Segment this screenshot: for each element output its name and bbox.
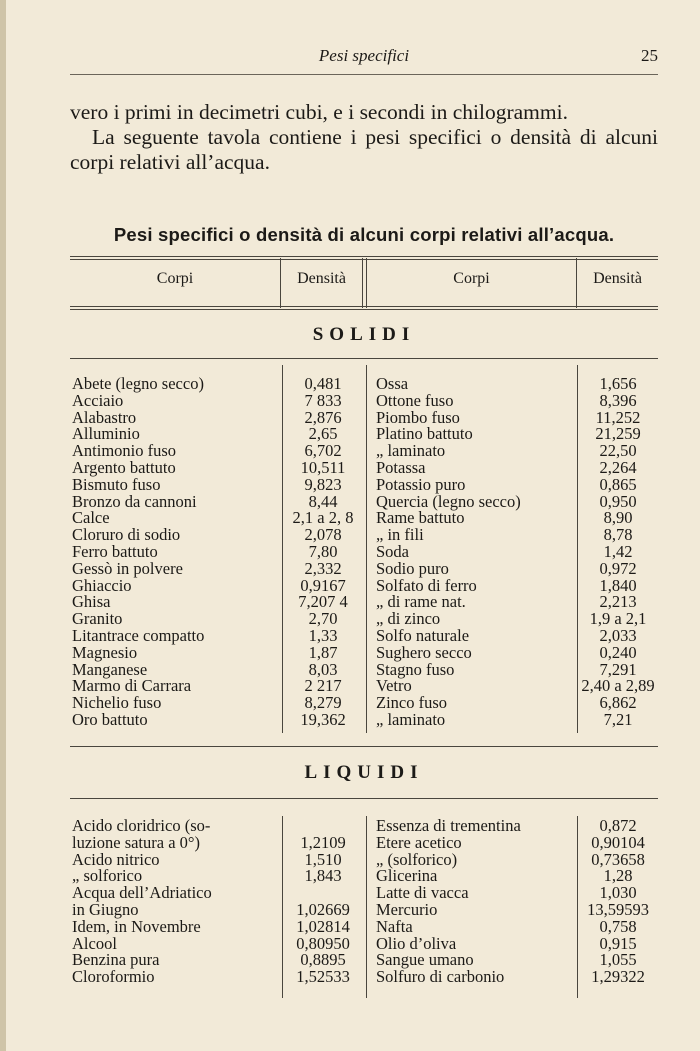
table-cell-density: 19,362 — [300, 710, 346, 729]
table-cell-substance: Mercurio — [376, 900, 438, 919]
table-cell-substance: Solfato di ferro — [376, 575, 477, 595]
table-cell-density: 0,80950 — [296, 933, 350, 953]
table-cell-density: 10,511 — [300, 458, 346, 477]
table-cell-substance: Ferro battuto — [72, 542, 158, 561]
table-cell-density: 0,872 — [599, 816, 637, 835]
table-cell-density: 1,2109 — [300, 832, 346, 852]
table-cell-substance: „ di zinco — [376, 609, 441, 629]
column-header-corpi: Corpi — [453, 270, 490, 287]
table-cell-substance: Acido cloridrico (so- — [72, 816, 211, 835]
table-cell-substance: Alabastro — [72, 407, 137, 427]
section-rule — [70, 746, 658, 747]
table-cell-substance: Platino battuto — [376, 424, 473, 444]
table-cell-density: 21,259 — [595, 424, 641, 444]
table-cell-substance: Alcool — [72, 933, 117, 953]
column-header-corpi: Corpi — [156, 270, 194, 287]
table-cell-substance: „ laminato — [376, 710, 446, 729]
table-cell-substance: Olio d’oliva — [376, 933, 457, 953]
table-cell-substance: Sangue umano — [376, 950, 474, 970]
running-head — [70, 46, 658, 70]
section-rule — [70, 358, 658, 359]
table-cell-density: 1,9 a 2,1 — [589, 609, 647, 629]
table-cell-density: 8,44 — [308, 491, 338, 511]
table-cell-substance: Granito — [72, 609, 123, 629]
table-cell-density: 0,865 — [599, 474, 637, 494]
header-rule — [70, 74, 658, 75]
table-cell-substance: Etere acetico — [376, 832, 462, 852]
table-cell-density: 9,823 — [304, 474, 342, 494]
table-cell-density: 13,59593 — [587, 900, 649, 919]
table-cell-density: 2,1 a 2, 8 — [292, 508, 354, 528]
intro-paragraph-2: La seguente tavola contiene i pesi specifici o densità di alcuni corpi relativi all’acqua. — [70, 125, 658, 174]
table-cell-substance: Argento battuto — [72, 458, 176, 477]
table-cell-substance: Oro battuto — [72, 710, 148, 729]
table-cell-substance: luzione satura a 0°) — [72, 832, 201, 852]
table-cell-substance: Sughero secco — [376, 642, 472, 662]
table-cell-substance: „ (solforico) — [376, 849, 458, 869]
table-cell-substance: Potassio puro — [376, 474, 466, 494]
table-cell-density: 0,90104 — [591, 832, 645, 852]
page-edge — [0, 0, 6, 1051]
table-cell-density: 2,264 — [599, 458, 637, 477]
table-cell-density: 6,702 — [304, 441, 342, 461]
table-cell-substance: „ di rame nat. — [376, 592, 466, 612]
table-cell-substance: Benzina pura — [72, 950, 160, 970]
table-cell-substance: Marmo di Carrara — [72, 676, 192, 696]
table-cell-density: 1,87 — [308, 642, 338, 662]
table-cell-density: 0,73658 — [591, 849, 645, 869]
table-cell-substance: Acqua dell’Adriatico — [72, 883, 212, 903]
table-top-rule — [70, 256, 658, 260]
table-cell-density: 1,28 — [603, 866, 633, 886]
table-cell-substance: Solfo naturale — [376, 626, 470, 645]
table-cell-density: 2 217 — [304, 676, 342, 696]
table-cell-density: 2,332 — [304, 558, 342, 578]
table-cell-density: 0,9167 — [300, 575, 346, 595]
intro-paragraph-1: vero i primi in decimetri cubi, e i secondi in chilogrammi. — [70, 100, 568, 124]
table-cell-substance: Ossa — [376, 374, 409, 393]
table-cell-density: 1,02814 — [296, 916, 350, 936]
table-cell-density: 7,207 4 — [298, 592, 348, 612]
table-cell-substance: Ghiaccio — [72, 575, 132, 595]
table-cell-density: 8,396 — [599, 390, 637, 410]
table-cell-density: 1,656 — [599, 374, 637, 393]
table-cell-density: 1,510 — [304, 849, 342, 869]
table-cell-substance: in Giugno — [72, 900, 139, 919]
table-cell-substance: Sodio puro — [376, 558, 449, 578]
table-cell-density: 1,030 — [599, 883, 637, 903]
table-cell-substance: Abete (legno secco) — [72, 374, 204, 393]
table-cell-density: 2,876 — [304, 407, 342, 427]
table-cell-density: 2,033 — [599, 626, 637, 645]
table-cell-substance: Zinco fuso — [376, 693, 448, 713]
table-cell-substance: Bismuto fuso — [72, 474, 161, 494]
table-cell-density: 11,252 — [595, 407, 641, 427]
table-cell-substance: Alluminio — [72, 424, 140, 444]
table-cell-substance: Solfuro di carbonio — [376, 967, 505, 987]
table-cell-density: 8,03 — [308, 659, 338, 679]
table-cell-density: 7 833 — [304, 390, 342, 410]
table-cell-density: 2,40 a 2,89 — [581, 676, 655, 696]
table-cell-density: 0,481 — [304, 374, 342, 393]
table-cell-substance: Magnesio — [72, 642, 138, 662]
table-cell-substance: Cloroformio — [72, 967, 155, 987]
table-cell-substance: Litantrace compatto — [72, 626, 205, 645]
table-cell-substance: Cloruro di sodio — [72, 525, 181, 545]
col-divider — [366, 816, 367, 998]
table-cell-density: 1,33 — [308, 626, 338, 645]
col-divider — [366, 365, 367, 733]
table-cell-density: 2,65 — [308, 424, 338, 444]
table-cell-density: 1,29322 — [591, 967, 645, 987]
table-cell-density: 8,279 — [304, 693, 342, 713]
table-cell-substance: Acido nitrico — [72, 849, 160, 869]
table-cell-density: 8,78 — [603, 525, 633, 545]
table-cell-substance: Calce — [72, 508, 110, 528]
table-cell-substance: Potassa — [376, 458, 426, 477]
table-cell-substance: Nichelio fuso — [72, 693, 162, 713]
table-cell-density: 2,70 — [308, 609, 338, 629]
table-cell-density: 1,52533 — [296, 967, 350, 987]
table-cell-density: 7,80 — [308, 542, 338, 561]
section-heading-liquidi: LIQUIDI — [304, 762, 424, 783]
table-cell-substance: Rame battuto — [376, 508, 465, 528]
table-cell-substance: „ in fili — [376, 525, 424, 545]
table-cell-substance: Idem, in Novembre — [72, 916, 201, 936]
running-title: Pesi specifici — [318, 46, 410, 65]
table-cell-substance: Antimonio fuso — [72, 441, 177, 461]
table-cell-density: 1,840 — [599, 575, 637, 595]
table-cell-substance: Vetro — [376, 676, 412, 696]
table-cell-substance: Ottone fuso — [376, 390, 454, 410]
column-header-densita: Densità — [297, 270, 346, 287]
table-cell-density: 2,213 — [599, 592, 637, 612]
table-cell-substance: Gessò in polvere — [72, 558, 183, 578]
table-cell-substance: Stagno fuso — [376, 659, 455, 679]
table-cell-density: 8,90 — [603, 508, 633, 528]
page-number: 25 — [641, 46, 658, 65]
table-cell-substance: „ solforico — [72, 866, 143, 886]
table-cell-density: 1,02669 — [296, 900, 350, 919]
table-title: Pesi specifici o densità di alcuni corpi relativi all’acqua. — [113, 224, 615, 245]
table-cell-density: 2,078 — [304, 525, 342, 545]
table-cell-density: 0,915 — [599, 933, 637, 953]
column-header-densita: Densità — [593, 270, 642, 287]
table-cell-substance: Manganese — [72, 659, 148, 679]
table-cell-density: 0,950 — [599, 491, 637, 511]
table-cell-substance: Glicerina — [376, 866, 438, 886]
table-cell-substance: Nafta — [376, 916, 413, 936]
table-cell-substance: Latte di vacca — [376, 883, 469, 903]
table-cell-density: 6,862 — [599, 693, 637, 713]
section-rule — [70, 798, 658, 799]
table-cell-density: 1,843 — [304, 866, 342, 886]
table-cell-substance: Essenza di trementina — [376, 816, 521, 835]
intro-text — [70, 100, 658, 175]
table-cell-density: 1,055 — [599, 950, 637, 970]
table-cell-density: 0,240 — [599, 642, 637, 662]
table-cell-density: 1,42 — [603, 542, 633, 561]
table-cell-substance: Ghisa — [72, 592, 111, 612]
table-cell-density: 0,972 — [599, 558, 637, 578]
table-cell-substance: Bronzo da cannoni — [72, 491, 197, 511]
table-cell-substance: Soda — [376, 542, 409, 561]
table-cell-density: 7,21 — [603, 710, 633, 729]
table-cell-density: 22,50 — [599, 441, 637, 461]
table-cell-density: 0,8895 — [300, 950, 346, 970]
table-cell-substance: „ laminato — [376, 441, 446, 461]
table-cell-density: 0,758 — [599, 916, 637, 936]
table-cell-substance: Quercia (legno secco) — [376, 491, 521, 511]
col-divider — [362, 258, 363, 308]
header-bottom-rule — [70, 306, 658, 310]
table-cell-substance: Acciaio — [72, 390, 124, 410]
section-heading-solidi: SOLIDI — [312, 324, 416, 345]
table-cell-density: 7,291 — [599, 659, 637, 679]
table-cell-substance: Piombo fuso — [376, 407, 460, 427]
